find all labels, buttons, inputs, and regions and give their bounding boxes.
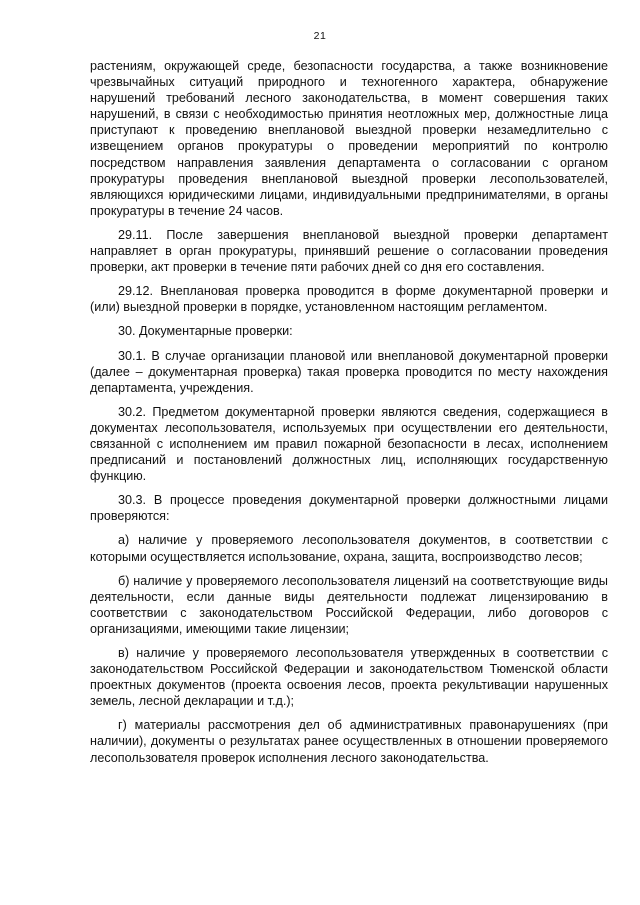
paragraph-30-2: 30.2. Предметом документарной проверки являются сведения, содержащиеся в документах лесопользователя, используемых при осуществлении его деятельности, связанной с исполнением им правил пожарной безопасности в лесах, исполнением предписаний и постановлений должностных лиц, исполняющих государственную функцию. [90, 404, 608, 484]
list-item-g: г) материалы рассмотрения дел об административных правонарушениях (при наличии), документы о результатах ранее осуществленных в отношении проверяемого лесопользователя проверок исполнения лесного законодательства. [90, 718, 608, 765]
document-body [90, 58, 608, 774]
page-number: 21 [313, 30, 327, 42]
paragraph-30-1: 30.1. В случае организации плановой или внеплановой документарной проверки (далее – документарная проверка) такая проверка проводится по месту нахождения департамента, учреждения. [90, 348, 608, 395]
list-item-a: а) наличие у проверяемого лесопользователя документов, в соответствии с которыми осуществляется использование, охрана, защита, воспроизводство лесов; [90, 533, 608, 564]
paragraph-continuation: растениям, окружающей среде, безопасности государства, а также возникновение чрезвычайных ситуаций природного и техногенного характера, обнаружение нарушений требований лесного законодательства, в момент совершения таких нарушений, в связи с необходимостью принятия неотложных мер, должностные лица приступают к проведению внеплановой выездной проверки незамедлительно с извещением органов прокуратуры о проведении мероприятий по контролю посредством направления заявления департамента о согласовании с органом прокуратуры проведения внеплановой выездной проверки лесопользователей, являющихся юридическими лицами, индивидуальными предпринимателями, в органы прокуратуры в течение 24 часов. [90, 59, 608, 218]
paragraph-29-12: 29.12. Внеплановая проверка проводится в форме документарной проверки и (или) выездной проверки в порядке, установленном настоящим регламентом. [90, 284, 608, 315]
section-heading-30: 30. Документарные проверки: [118, 324, 293, 339]
list-item-v: в) наличие у проверяемого лесопользователя утвержденных в соответствии с законодательством Российской Федерации и законодательством Тюменской области проектных документов (проекта освоения лесов, проекта рекультивации нарушенных земель, лесной декларации и т.д.); [90, 646, 608, 709]
list-item-b: б) наличие у проверяемого лесопользователя лицензий на соответствующие виды деятельности, если данные виды деятельности подлежат лицензированию в соответствии с законодательством Российской Федерации, либо договоров с организациями, имеющими такие лицензии; [90, 573, 608, 636]
paragraph-30-3: 30.3. В процессе проведения документарной проверки должностными лицами проверяются: [90, 493, 608, 524]
paragraph-29-11: 29.11. После завершения внеплановой выездной проверки департамент направляет в орган прокуратуры, принявший решение о согласовании проведения проверки, акт проверки в течение пяти рабочих дней со дня его составления. [90, 227, 608, 275]
